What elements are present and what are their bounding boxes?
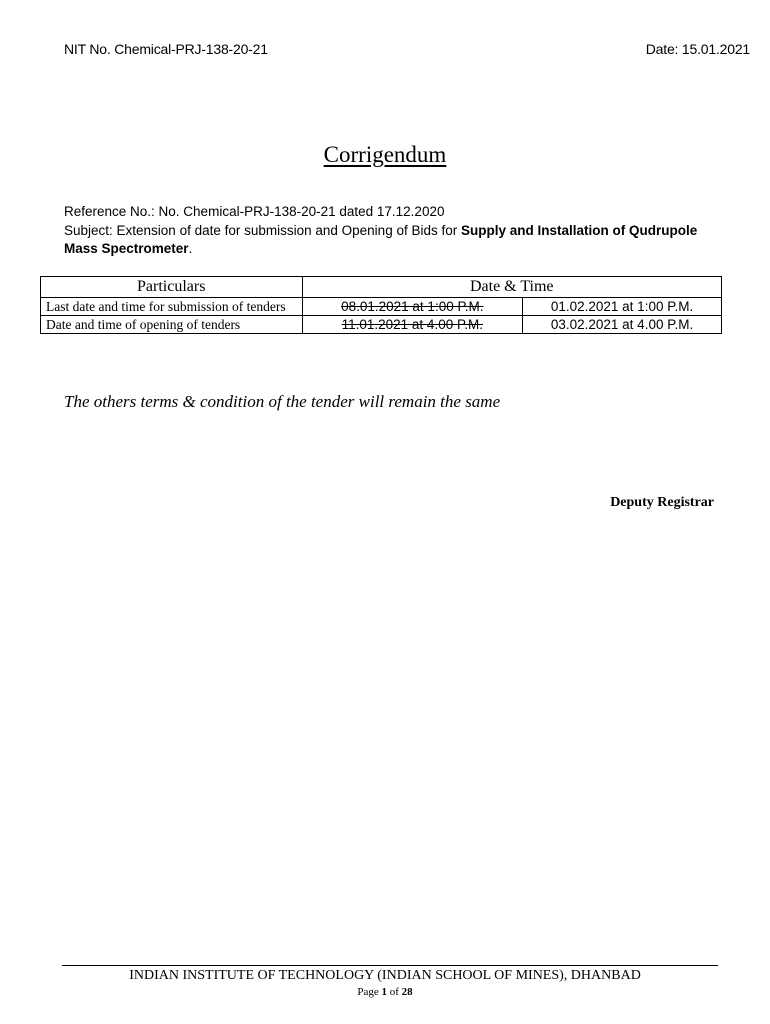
table-header-row: [41, 277, 722, 298]
subject-suffix: .: [188, 241, 193, 256]
footer-divider: [62, 965, 718, 966]
particular-cell: Date and time of opening of tenders: [41, 316, 303, 334]
new-date-cell: 01.02.2021 at 1:00 P.M.: [523, 298, 722, 316]
reference-line: Reference No.: No. Chemical-PRJ-138-20-21 dated 17.12.2020: [64, 204, 445, 219]
header-date-time: Date & Time: [302, 277, 722, 298]
page-number: [0, 986, 770, 998]
header-date: Date: 15.01.2021: [645, 41, 750, 57]
subject-prefix: Subject: Extension of date for submission and Opening of Bids for: [64, 222, 461, 238]
new-date-cell: 03.02.2021 at 4.00 P.M.: [523, 316, 722, 334]
page-title: Corrigendum: [323, 142, 447, 167]
table-row: [41, 298, 722, 316]
table-row: [41, 316, 722, 334]
old-date-cell: 08.01.2021 at 1:00 P.M.: [302, 298, 523, 316]
subject-bold: Supply and Installation of Qudrupole Mass Spectrometer: [64, 222, 698, 256]
signatory: Deputy Registrar: [610, 495, 714, 510]
terms-note: The others terms & condition of the tender will remain the same: [64, 392, 501, 411]
old-date-cell: 11.01.2021 at 4.00 P.M.: [302, 316, 523, 334]
page-total: 28: [401, 986, 413, 998]
dates-table: [40, 276, 722, 334]
subject-line: [64, 222, 714, 259]
particular-cell: Last date and time for submission of tenders: [41, 298, 303, 316]
page-mid: of: [386, 986, 402, 998]
nit-number: NIT No. Chemical-PRJ-138-20-21: [64, 41, 268, 57]
header-particulars: Particulars: [41, 277, 303, 298]
footer-institute: INDIAN INSTITUTE OF TECHNOLOGY (INDIAN SCHOOL OF MINES), DHANBAD: [129, 968, 641, 983]
page-current: 1: [381, 986, 387, 998]
page-prefix: Page: [357, 986, 382, 998]
reference-block: [64, 203, 714, 259]
